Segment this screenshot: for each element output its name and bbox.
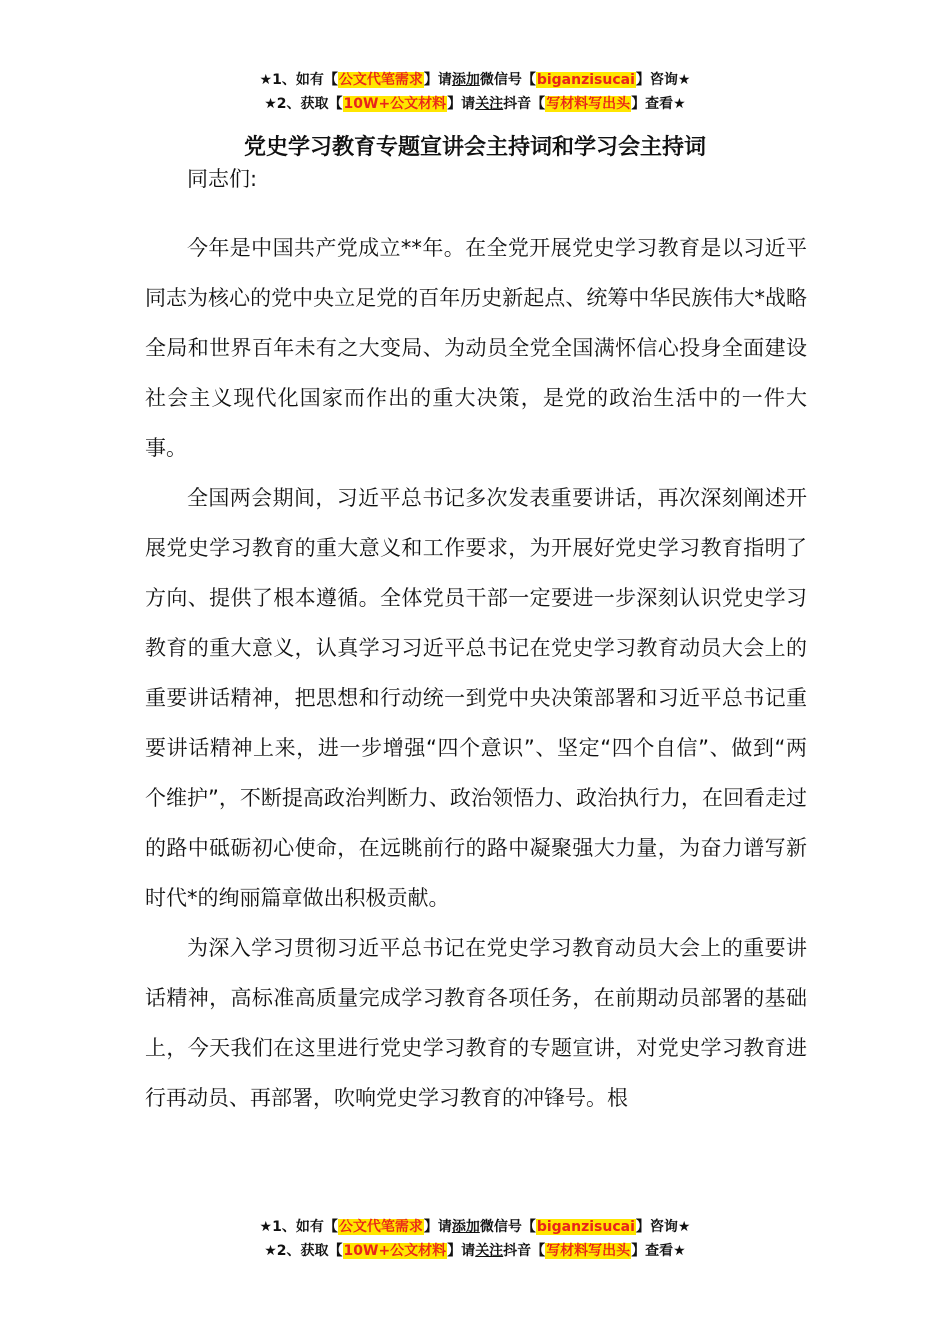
promo-line-1 — [0, 68, 950, 92]
promo-text: 】咨询★ — [635, 72, 691, 88]
promo-text: 】请 — [447, 1243, 476, 1259]
promo-line-2 — [0, 92, 950, 116]
promo-text: 微信号【 — [479, 72, 536, 88]
promo-highlight: 10W+公文材料 — [343, 96, 447, 112]
promo-highlight: 写材料写出头 — [546, 1243, 631, 1259]
promo-text: 】咨询★ — [635, 1219, 691, 1235]
promo-text: 】请 — [423, 72, 452, 88]
promo-header — [0, 68, 950, 116]
promo-highlight: 公文代笔需求 — [338, 1219, 423, 1235]
paragraph-2: 全国两会期间，习近平总书记多次发表重要讲话，再次深刻阐述开展党史学习教育的重大意义和工作要求，为开展好党史学习教育指明了方向、提供了根本遵循。全体党员干部一定要进一步深刻认识党史学习教育的重大意义，认真学习习近平总书记在党史学习教育动员大会上的重要讲话精神，把思想和行动统一到党中央决策部署和习近平总书记重要讲话精神上来，进一步增强“四个意识”、坚定“四个自信”、做到“两个维护”，不断提高政治判断力、政治领悟力、政治执行力，在回看走过的路中砥砺初心使命，在远眺前行的路中凝聚强大力量，为奋力谱写新时代*的绚丽篇章做出积极贡献。 — [145, 486, 807, 910]
promo-text: 抖音【 — [503, 1243, 546, 1259]
promo-emphasis: 添加 — [451, 1219, 480, 1235]
salutation: 同志们: — [187, 167, 258, 191]
promo-highlight: biganzisucai — [536, 1219, 635, 1235]
promo-text: 】请 — [423, 1219, 452, 1235]
promo-footer — [0, 1215, 950, 1263]
promo-highlight: 公文代笔需求 — [338, 72, 423, 88]
promo-emphasis: 关注 — [475, 1243, 504, 1259]
promo-text: 】查看★ — [631, 1243, 686, 1259]
promo-text: 】查看★ — [631, 96, 686, 112]
promo-emphasis: 关注 — [475, 96, 504, 112]
promo-text: 抖音【 — [503, 96, 546, 112]
document-body — [145, 152, 807, 1123]
promo-text: 】请 — [447, 96, 476, 112]
document-title: 党史学习教育专题宣讲会主持词和学习会主持词 — [243, 135, 706, 160]
promo-highlight: biganzisucai — [536, 72, 635, 88]
paragraph-3: 为深入学习贯彻习近平总书记在党史学习教育动员大会上的重要讲话精神，高标准高质量完成学习教育各项任务，在前期动员部署的基础上，今天我们在这里进行党史学习教育的专题宣讲，对党史学习教育进行再动员、再部署，吹响党史学习教育的冲锋号。根 — [145, 936, 807, 1110]
promo-text: 微信号【 — [479, 1219, 536, 1235]
promo-highlight: 10W+公文材料 — [343, 1243, 447, 1259]
promo-line-1 — [0, 1215, 950, 1239]
promo-text: ★1、如有【 — [259, 1219, 338, 1235]
promo-text: ★2、获取【 — [264, 96, 343, 112]
promo-emphasis: 添加 — [451, 72, 480, 88]
promo-line-2 — [0, 1239, 950, 1263]
promo-highlight: 写材料写出头 — [546, 96, 631, 112]
paragraph-1: 今年是中国共产党成立**年。在全党开展党史学习教育是以习近平同志为核心的党中央立足党的百年历史新起点、统筹中华民族伟大*战略全局和世界百年未有之大变局、为动员全党全国满怀信心投身全面建设社会主义现代化国家而作出的重大决策，是党的政治生活中的一件大事。 — [145, 236, 807, 460]
promo-text: ★2、获取【 — [264, 1243, 343, 1259]
promo-text: ★1、如有【 — [259, 72, 338, 88]
